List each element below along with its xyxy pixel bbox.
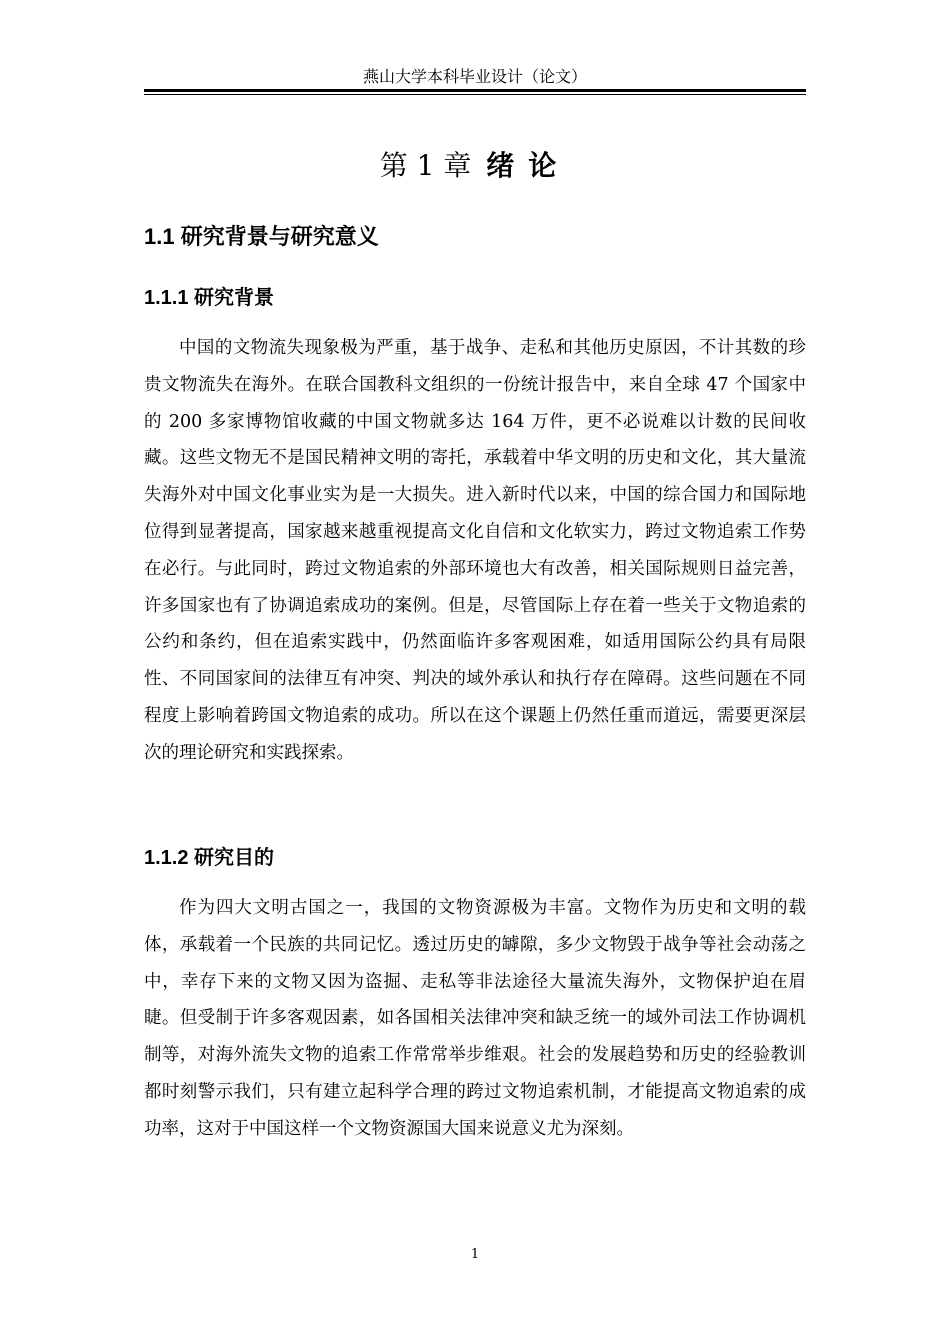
section-heading-1-1: 1.1 研究背景与研究意义: [144, 224, 379, 249]
chapter-title: [144, 146, 806, 186]
subsection-heading-1-1-1: 1.1.1 研究背景: [144, 287, 275, 309]
chapter-name: 绪论: [486, 149, 571, 182]
paragraph-research-background: 中国的文物流失现象极为严重，基于战争、走私和其他历史原因，不计其数的珍贵文物流失在海外。在联合国教科文组织的一份统计报告中，来自全球 47 个国家中的 200 多家博物馆收藏的中国文物就多达 164 万件，更不必说难以计数的民间收藏。这些文物无不是国民精神文明的寄托，承载着中华文明的历史和文化，其大量流失海外对中国文化事业实为是一大损失。进入新时代以来，中国的综合国力和国际地位得到显著提高，国家越来越重视提高文化自信和文化软实力，跨过文物追索工作势在必行。与此同时，跨过文物追索的外部环境也大有改善，相关国际规则日益完善，许多国家也有了协调追索成功的案例。但是，尽管国际上存在着一些关于文物追索的公约和条约，但在追索实践中，仍然面临许多客观困难，如适用国际公约具有局限性、不同国家间的法律互有冲突、判决的域外承认和执行存在障碍。这些问题在不同程度上影响着跨国文物追索的成功。所以在这个课题上仍然任重而道远，需要更深层次的理论研究和实践探索。: [144, 338, 806, 763]
running-header: 燕山大学本科毕业设计（论文）: [362, 67, 587, 86]
chapter-number: 第 1 章: [379, 149, 472, 182]
paragraph-research-purpose: 作为四大文明古国之一，我国的文物资源极为丰富。文物作为历史和文明的载体，承载着一个民族的共同记忆。透过历史的罅隙，多少文物毁于战争等社会动荡之中，幸存下来的文物又因为盗掘、走私等非法途径大量流失海外，文物保护迫在眉睫。但受制于许多客观因素，如各国相关法律冲突和缺乏统一的域外司法工作协调机制等，对海外流失文物的追索工作常常举步维艰。社会的发展趋势和历史的经验教训都时刻警示我们，只有建立起科学合理的跨过文物追索机制，才能提高文物追索的成功率，这对于中国这样一个文物资源国大国来说意义尤为深刻。: [144, 898, 806, 1139]
header-rule-thin: [144, 94, 806, 95]
header-rule-thick: [144, 89, 806, 92]
page-number: 1: [470, 1247, 480, 1262]
subsection-heading-1-1-2: 1.1.2 研究目的: [144, 847, 275, 869]
